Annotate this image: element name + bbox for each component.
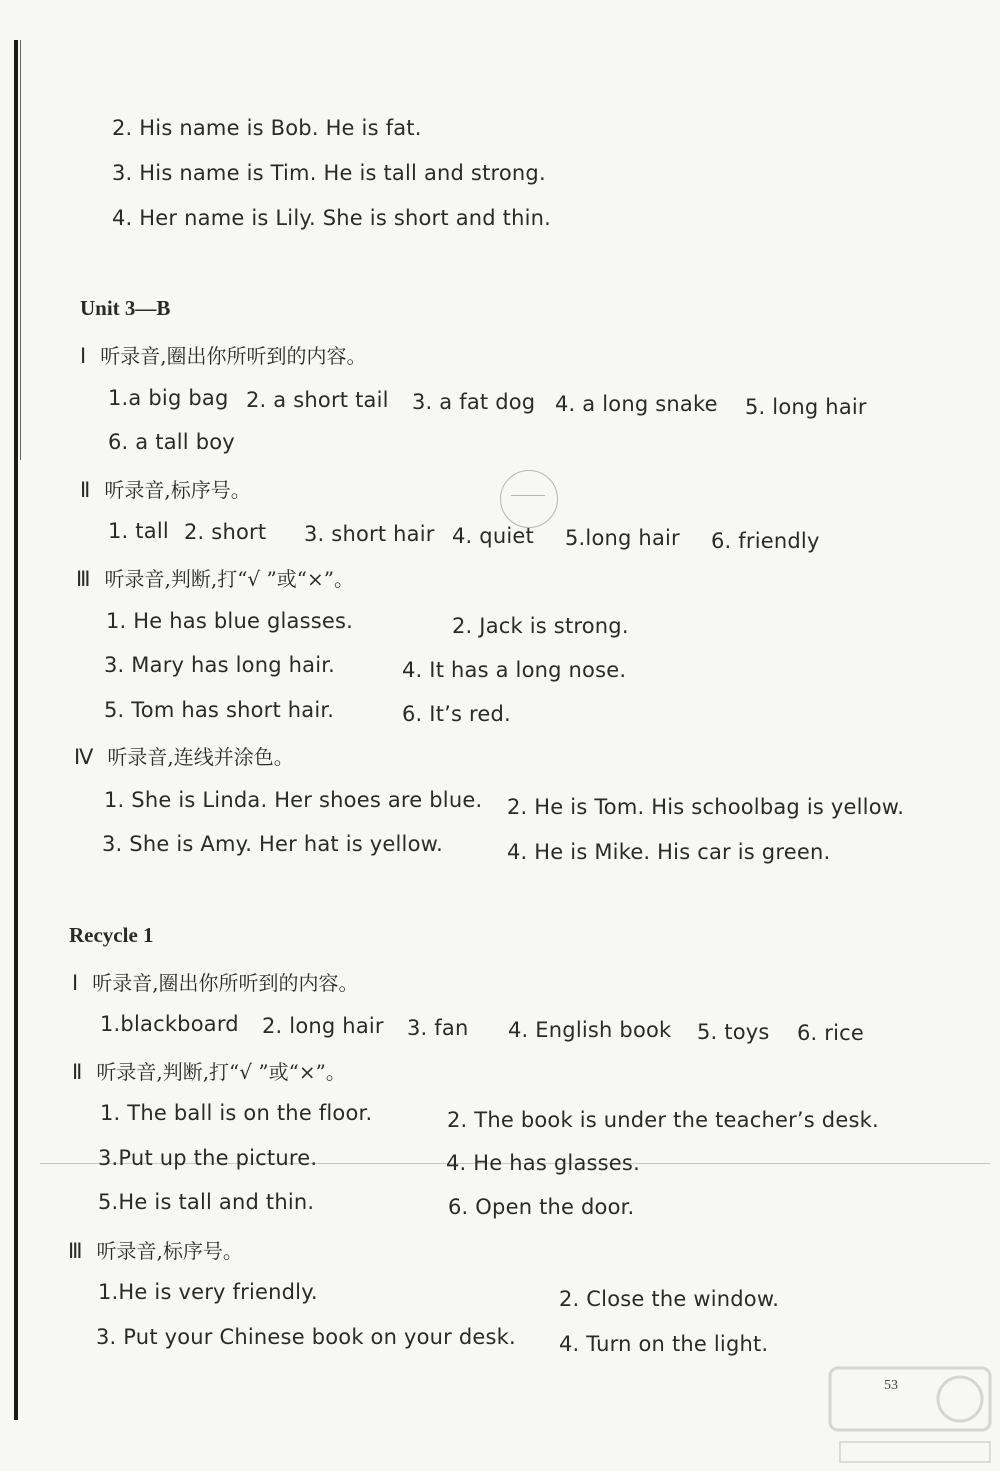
page-number: 53 — [884, 1378, 898, 1393]
list-item: 3. His name is Tim. He is tall and strong. — [112, 161, 546, 185]
list-item: 4. Turn on the light. — [559, 1332, 769, 1356]
list-item: 2. Jack is strong. — [452, 614, 629, 638]
instruction-2 — [80, 474, 251, 503]
instruction-3 — [68, 1235, 243, 1264]
list-item: 1.He is very friendly. — [98, 1280, 318, 1304]
section-heading-recycle1: Recycle 1 — [69, 923, 154, 947]
binding-edge-inner — [20, 40, 21, 460]
list-item: 4. English book — [508, 1018, 672, 1042]
instruction-4 — [74, 741, 294, 770]
instruction-1 — [80, 340, 367, 369]
roman-numeral: Ⅰ — [80, 344, 87, 368]
list-item: 2. He is Tom. His schoolbag is yellow. — [507, 795, 905, 819]
instruction-text: 听录音,圈出你所听到的内容。 — [92, 971, 359, 995]
list-item: 6. a tall boy — [108, 430, 235, 454]
list-item: 2. The book is under the teacher’s desk. — [447, 1108, 879, 1132]
instruction-text: 听录音,标序号。 — [96, 1239, 243, 1263]
instruction-text: 听录音,判断,打“√ ”或“×”。 — [96, 1060, 346, 1084]
list-item: 5. toys — [697, 1020, 770, 1044]
watermark-logo — [820, 1362, 1000, 1470]
roman-numeral: Ⅲ — [68, 1239, 83, 1263]
list-item: 6. Open the door. — [448, 1195, 635, 1219]
list-item: 5. Tom has short hair. — [104, 698, 335, 722]
list-item: 3. short hair — [304, 522, 435, 546]
list-item: 6. rice — [797, 1021, 865, 1045]
section-heading-unit3b: Unit 3—B — [80, 296, 171, 320]
list-item: 4. quiet — [452, 524, 534, 548]
list-item: 2. a short tail — [246, 388, 389, 412]
list-item: 6. friendly — [711, 529, 820, 553]
roman-numeral: Ⅰ — [72, 971, 79, 995]
instruction-2 — [72, 1056, 346, 1085]
list-item: 4. Her name is Lily. She is short and thin. — [112, 206, 552, 230]
list-item: 2. His name is Bob. He is fat. — [112, 116, 422, 140]
stamp-seal — [500, 470, 558, 528]
list-item: 5. long hair — [745, 395, 867, 419]
list-item: 4. a long snake — [555, 392, 718, 416]
list-item: 1. He has blue glasses. — [106, 609, 354, 633]
list-item: 3. fan — [407, 1016, 469, 1040]
roman-numeral: Ⅲ — [76, 567, 91, 591]
list-item: 5.He is tall and thin. — [98, 1190, 315, 1214]
list-item: 2. short — [184, 520, 267, 544]
list-item: 3. a fat dog — [412, 390, 536, 414]
list-item: 1. tall — [108, 519, 169, 543]
list-item: 1.blackboard — [100, 1012, 239, 1036]
binding-edge — [14, 40, 18, 1420]
list-item: 4. It has a long nose. — [402, 658, 627, 682]
list-item: 2. Close the window. — [559, 1287, 780, 1311]
instruction-3 — [76, 563, 354, 592]
list-item: 3. Put your Chinese book on your desk. — [96, 1325, 516, 1349]
list-item: 6. It’s red. — [402, 702, 511, 726]
roman-numeral: Ⅱ — [72, 1060, 83, 1084]
list-item: 2. long hair — [262, 1014, 384, 1038]
list-item: 4. He has glasses. — [446, 1151, 640, 1175]
list-item: 3. Mary has long hair. — [104, 653, 336, 677]
list-item: 1. The ball is on the floor. — [100, 1101, 373, 1125]
list-item: 1.a big bag — [108, 386, 229, 410]
list-item: 5.long hair — [565, 526, 680, 550]
list-item: 3.Put up the picture. — [98, 1146, 318, 1170]
instruction-text: 听录音,标序号。 — [104, 478, 251, 502]
instruction-text: 听录音,连线并涂色。 — [107, 745, 294, 769]
instruction-text: 听录音,判断,打“√ ”或“×”。 — [104, 567, 354, 591]
instruction-1 — [72, 967, 359, 996]
list-item: 1. She is Linda. Her shoes are blue. — [104, 788, 483, 812]
list-item: 4. He is Mike. His car is green. — [507, 840, 831, 864]
instruction-text: 听录音,圈出你所听到的内容。 — [100, 344, 367, 368]
list-item: 3. She is Amy. Her hat is yellow. — [102, 832, 443, 856]
roman-numeral: Ⅳ — [74, 745, 94, 769]
roman-numeral: Ⅱ — [80, 478, 91, 502]
